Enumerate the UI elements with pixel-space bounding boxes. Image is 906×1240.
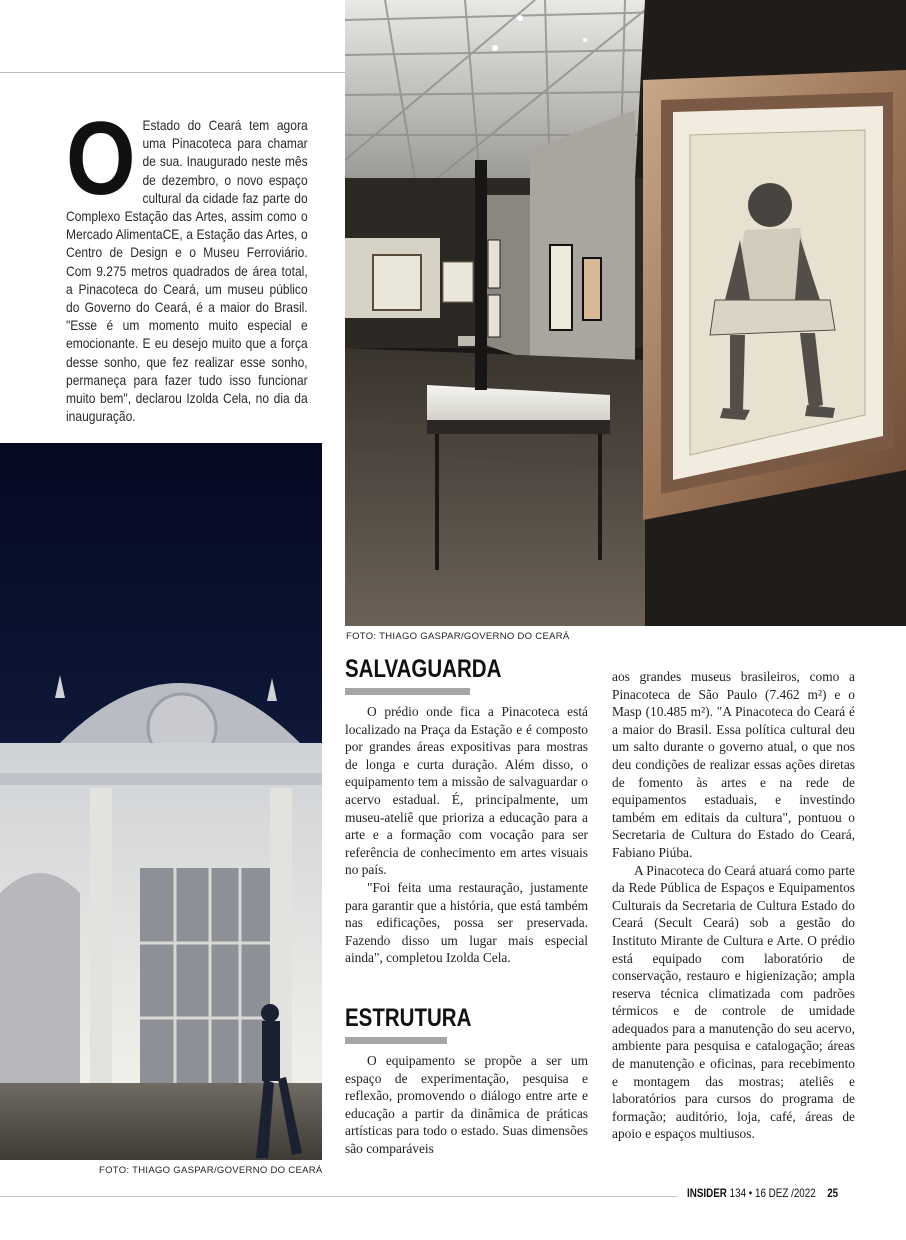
right-paragraph-1: aos grandes museus brasileiros, como a Pinacoteca de São Paulo (7.462 m²) e o Masp (10.485 m²). "A Pinacoteca do Ceará é a maior do Brasil. Essa política cultural deu um salto durante o governo atual, o que nos deu condições de realizar essas ações diretas de fomento às artes e na rede de equipamentos estaduais, e investindo também em editais da cultura", pontuou o Secretaria de Cultura do Estado do Ceará, Fabiano Piúba.: [612, 669, 855, 860]
building-photo-illustration: [0, 443, 322, 1160]
footer-divider: [0, 1196, 678, 1197]
heading-estrutura: ESTRUTURA: [345, 1004, 472, 1032]
salvaguarda-paragraph-2: "Foi feita uma restauração, justamente para garantir que a história, que está também nas edificações, possa ser preservada. Fazendo disso um lugar mais especial ainda", completou Izolda Cela.: [345, 879, 588, 966]
page-number: 25: [827, 1186, 839, 1200]
estrutura-paragraph-1: O equipamento se propõe a ser um espaço de experimentação, pesquisa e reflexão, promovendo o diálogo entre arte e educação a partir da dinâmica de práticas artísticas para todo o estado. Suas dimensões são comparáveis: [345, 1053, 588, 1156]
building-photo: [0, 443, 322, 1160]
drop-cap: O: [66, 101, 136, 217]
column-right: [612, 668, 855, 1143]
top-divider: [0, 72, 345, 73]
gallery-photo: [345, 0, 906, 626]
column-left: [345, 703, 588, 967]
building-photo-credit: FOTO: THIAGO GASPAR/GOVERNO DO CEARÁ: [99, 1165, 323, 1176]
magazine-brand: INSIDER: [687, 1186, 727, 1200]
right-paragraph-2: A Pinacoteca do Ceará atuará como parte da Rede Pública de Espaços e Equipamentos Culturais da Secretaria de Cultura Estado do Ceará (Secult Ceará) sob a gestão do Instituto Mirante de Cultura e Arte. O prédio está equipado com laboratório de conservação, restauro e higienização; ampla reserva técnica climatizada com padrões térmicos e de controle de umidade adequados para a manutenção do seu acervo, ambiente para pesquisa e catalogação; áreas de manutenção e oficinas, para recebimento e montagem das mostras; ateliês e laboratórios para cursos do programa de formação; auditório, loja, café, áreas de apoio e espaços multiusos.: [612, 862, 855, 1142]
intro-text: Estado do Ceará tem agora uma Pinacoteca para chamar de sua. Inaugurado neste mês de dezembro, o novo espaço cultural da cidade faz parte do Complexo Estação das Artes, assim como o Mercado AlimentaCE, a Estação das Artes, o Centro de Design e o Museu Ferroviário. Com 9.275 metros quadrados de área total, a Pinacoteca do Ceará, um museu público do Governo do Ceará, é a maior do Brasil. "Esse é um momento muito especial e emocionante. E eu desejo muito que a força desse sonho, que fez realizar esse sonho, permaneça para fazer tudo isso funcionar muito bem", declarou Izolda Cela, no dia da inauguração.: [66, 117, 308, 425]
gallery-photo-illustration: [345, 0, 906, 626]
column-left-estrutura: [345, 1052, 588, 1158]
heading-underline-estrutura: [345, 1037, 447, 1044]
heading-salvaguarda: SALVAGUARDA: [345, 655, 502, 683]
page-footer: [687, 1186, 838, 1200]
issue-info: 134 • 16 DEZ /2022: [726, 1186, 816, 1200]
salvaguarda-paragraph-1: O prédio onde fica a Pinacoteca está localizado na Praça da Estação e é composto por grandes áreas expositivas para mostras de longa e curta duração. Além disso, o equipamento tem a missão de salvaguardar o acervo estadual. É, principalmente, um museu-ateliê que prioriza a educação para a arte e a formação com vocação para ser referência de conhecimento em artes visuais no país.: [345, 704, 588, 878]
intro-paragraph: [66, 101, 308, 425]
heading-underline-salvaguarda: [345, 688, 470, 695]
gallery-photo-credit: FOTO: THIAGO GASPAR/GOVERNO DO CEARÁ: [346, 631, 570, 642]
